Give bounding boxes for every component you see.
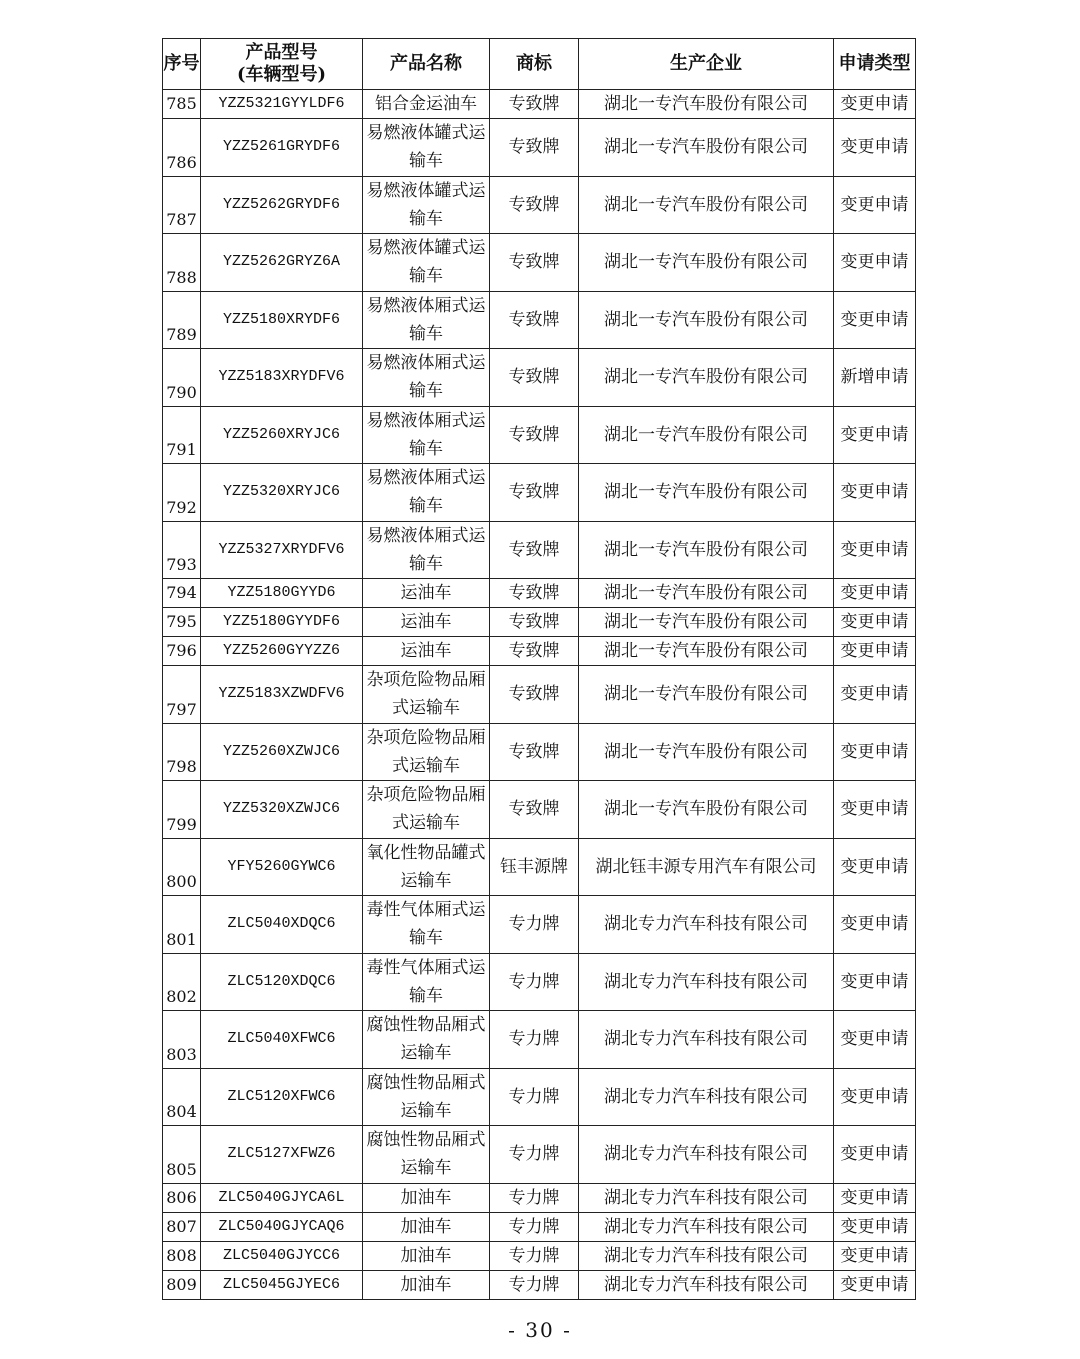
- table-row: [163, 291, 916, 349]
- cell-model: YZZ5320XRYJC6: [201, 464, 363, 522]
- cell-type: 变更申请: [834, 521, 916, 579]
- cell-name: 易燃液体厢式运输车: [363, 464, 490, 522]
- cell-type: 变更申请: [834, 608, 916, 637]
- cell-seq: 797: [163, 666, 201, 724]
- cell-brand: 专力牌: [490, 1183, 579, 1212]
- cell-name: 运油车: [363, 579, 490, 608]
- cell-model: ZLC5040XDQC6: [201, 896, 363, 954]
- cell-name: 杂项危险物品厢式运输车: [363, 723, 490, 781]
- header-type: 申请类型: [834, 39, 916, 90]
- cell-seq: 796: [163, 637, 201, 666]
- cell-name: 铝合金运油车: [363, 90, 490, 119]
- cell-name: 腐蚀性物品厢式运输车: [363, 1011, 490, 1069]
- cell-type: 变更申请: [834, 1270, 916, 1299]
- cell-model: ZLC5040GJYCC6: [201, 1241, 363, 1270]
- cell-seq: 808: [163, 1241, 201, 1270]
- cell-model: YZZ5183XRYDFV6: [201, 349, 363, 407]
- cell-name: 易燃液体罐式运输车: [363, 119, 490, 177]
- cell-seq: 786: [163, 119, 201, 177]
- cell-name: 杂项危险物品厢式运输车: [363, 781, 490, 839]
- cell-brand: 专致牌: [490, 176, 579, 234]
- header-model: [201, 39, 363, 90]
- cell-model: YZZ5260XRYJC6: [201, 406, 363, 464]
- page-number: - 30 -: [508, 1318, 572, 1342]
- cell-brand: 钰丰源牌: [490, 838, 579, 896]
- table-row: [163, 1241, 916, 1270]
- table-row: [163, 896, 916, 954]
- cell-name: 杂项危险物品厢式运输车: [363, 666, 490, 724]
- cell-seq: 793: [163, 521, 201, 579]
- cell-name: 运油车: [363, 608, 490, 637]
- cell-model: YZZ5320XZWJC6: [201, 781, 363, 839]
- cell-seq: 805: [163, 1126, 201, 1184]
- cell-company: 湖北专力汽车科技有限公司: [579, 896, 834, 954]
- cell-type: 变更申请: [834, 1183, 916, 1212]
- cell-seq: 795: [163, 608, 201, 637]
- table-row: [163, 1068, 916, 1126]
- cell-brand: 专致牌: [490, 119, 579, 177]
- cell-brand: 专致牌: [490, 781, 579, 839]
- table-row: [163, 90, 916, 119]
- cell-brand: 专致牌: [490, 637, 579, 666]
- cell-name: 易燃液体厢式运输车: [363, 406, 490, 464]
- cell-brand: 专力牌: [490, 1241, 579, 1270]
- table-row: [163, 666, 916, 724]
- cell-seq: 788: [163, 234, 201, 292]
- cell-company: 湖北一专汽车股份有限公司: [579, 406, 834, 464]
- table-row: [163, 953, 916, 1011]
- cell-seq: 790: [163, 349, 201, 407]
- cell-name: 毒性气体厢式运输车: [363, 896, 490, 954]
- vehicle-product-table: [162, 38, 916, 1300]
- cell-brand: 专致牌: [490, 291, 579, 349]
- table-row: [163, 1011, 916, 1069]
- header-brand: 商标: [490, 39, 579, 90]
- cell-model: ZLC5045GJYEC6: [201, 1270, 363, 1299]
- table-header: [163, 39, 916, 90]
- cell-seq: 798: [163, 723, 201, 781]
- cell-company: 湖北一专汽车股份有限公司: [579, 781, 834, 839]
- table-row: [163, 637, 916, 666]
- cell-company: 湖北专力汽车科技有限公司: [579, 1270, 834, 1299]
- cell-model: YZZ5260XZWJC6: [201, 723, 363, 781]
- cell-brand: 专力牌: [490, 896, 579, 954]
- cell-type: 变更申请: [834, 234, 916, 292]
- cell-name: 运油车: [363, 637, 490, 666]
- cell-seq: 806: [163, 1183, 201, 1212]
- cell-type: 变更申请: [834, 579, 916, 608]
- cell-model: YZZ5180XRYDF6: [201, 291, 363, 349]
- cell-type: 变更申请: [834, 176, 916, 234]
- cell-type: 变更申请: [834, 1068, 916, 1126]
- cell-name: 毒性气体厢式运输车: [363, 953, 490, 1011]
- cell-model: ZLC5127XFWZ6: [201, 1126, 363, 1184]
- cell-seq: 791: [163, 406, 201, 464]
- cell-name: 加油车: [363, 1212, 490, 1241]
- table-row: [163, 723, 916, 781]
- cell-seq: 809: [163, 1270, 201, 1299]
- cell-brand: 专致牌: [490, 521, 579, 579]
- cell-brand: 专力牌: [490, 1212, 579, 1241]
- cell-seq: 802: [163, 953, 201, 1011]
- cell-model: ZLC5040GJYCAQ6: [201, 1212, 363, 1241]
- table-row: [163, 1212, 916, 1241]
- cell-company: 湖北一专汽车股份有限公司: [579, 90, 834, 119]
- cell-name: 易燃液体罐式运输车: [363, 176, 490, 234]
- cell-model: YZZ5327XRYDFV6: [201, 521, 363, 579]
- cell-type: 变更申请: [834, 406, 916, 464]
- cell-company: 湖北专力汽车科技有限公司: [579, 953, 834, 1011]
- cell-company: 湖北专力汽车科技有限公司: [579, 1212, 834, 1241]
- cell-company: 湖北一专汽车股份有限公司: [579, 723, 834, 781]
- cell-company: 湖北一专汽车股份有限公司: [579, 234, 834, 292]
- cell-company: 湖北钰丰源专用汽车有限公司: [579, 838, 834, 896]
- cell-name: 加油车: [363, 1241, 490, 1270]
- cell-seq: 799: [163, 781, 201, 839]
- cell-name: 加油车: [363, 1183, 490, 1212]
- cell-seq: 800: [163, 838, 201, 896]
- cell-model: ZLC5120XFWC6: [201, 1068, 363, 1126]
- cell-company: 湖北一专汽车股份有限公司: [579, 464, 834, 522]
- cell-brand: 专力牌: [490, 1011, 579, 1069]
- cell-brand: 专致牌: [490, 464, 579, 522]
- table-row: [163, 349, 916, 407]
- header-model-line2: (车辆型号): [236, 64, 327, 85]
- cell-type: 变更申请: [834, 464, 916, 522]
- cell-model: ZLC5040GJYCA6L: [201, 1183, 363, 1212]
- cell-name: 氧化性物品罐式运输车: [363, 838, 490, 896]
- cell-type: 变更申请: [834, 896, 916, 954]
- cell-seq: 792: [163, 464, 201, 522]
- cell-type: 变更申请: [834, 1126, 916, 1184]
- cell-seq: 785: [163, 90, 201, 119]
- cell-company: 湖北一专汽车股份有限公司: [579, 637, 834, 666]
- table-row: [163, 1270, 916, 1299]
- cell-type: 变更申请: [834, 1241, 916, 1270]
- cell-brand: 专致牌: [490, 723, 579, 781]
- table-row: [163, 608, 916, 637]
- cell-brand: 专致牌: [490, 579, 579, 608]
- cell-name: 易燃液体罐式运输车: [363, 234, 490, 292]
- cell-model: YFY5260GYWC6: [201, 838, 363, 896]
- cell-type: 变更申请: [834, 723, 916, 781]
- cell-seq: 794: [163, 579, 201, 608]
- cell-name: 腐蚀性物品厢式运输车: [363, 1068, 490, 1126]
- header-name: 产品名称: [363, 39, 490, 90]
- cell-brand: 专致牌: [490, 234, 579, 292]
- cell-company: 湖北一专汽车股份有限公司: [579, 666, 834, 724]
- cell-model: YZZ5183XZWDFV6: [201, 666, 363, 724]
- cell-name: 易燃液体厢式运输车: [363, 349, 490, 407]
- table-row: [163, 781, 916, 839]
- cell-model: ZLC5040XFWC6: [201, 1011, 363, 1069]
- cell-type: 变更申请: [834, 1011, 916, 1069]
- cell-seq: 787: [163, 176, 201, 234]
- cell-company: 湖北一专汽车股份有限公司: [579, 608, 834, 637]
- cell-name: 易燃液体厢式运输车: [363, 291, 490, 349]
- cell-company: 湖北一专汽车股份有限公司: [579, 291, 834, 349]
- cell-model: YZZ5262GRYDF6: [201, 176, 363, 234]
- cell-model: YZZ5261GRYDF6: [201, 119, 363, 177]
- cell-model: YZZ5180GYYDF6: [201, 608, 363, 637]
- cell-name: 易燃液体厢式运输车: [363, 521, 490, 579]
- cell-type: 变更申请: [834, 781, 916, 839]
- cell-brand: 专力牌: [490, 1126, 579, 1184]
- table-row: [163, 406, 916, 464]
- cell-seq: 801: [163, 896, 201, 954]
- cell-brand: 专力牌: [490, 953, 579, 1011]
- cell-company: 湖北专力汽车科技有限公司: [579, 1011, 834, 1069]
- cell-seq: 807: [163, 1212, 201, 1241]
- header-model-line1: 产品型号: [245, 42, 318, 63]
- cell-name: 加油车: [363, 1270, 490, 1299]
- table-row: [163, 1126, 916, 1184]
- table-row: [163, 1183, 916, 1212]
- cell-company: 湖北一专汽车股份有限公司: [579, 119, 834, 177]
- table-row: [163, 464, 916, 522]
- cell-type: 变更申请: [834, 666, 916, 724]
- cell-type: 变更申请: [834, 291, 916, 349]
- table-row: [163, 119, 916, 177]
- cell-type: 变更申请: [834, 637, 916, 666]
- table-row: [163, 176, 916, 234]
- cell-brand: 专致牌: [490, 406, 579, 464]
- table-row: [163, 838, 916, 896]
- cell-company: 湖北一专汽车股份有限公司: [579, 579, 834, 608]
- cell-brand: 专致牌: [490, 349, 579, 407]
- cell-company: 湖北专力汽车科技有限公司: [579, 1183, 834, 1212]
- cell-company: 湖北专力汽车科技有限公司: [579, 1241, 834, 1270]
- cell-seq: 804: [163, 1068, 201, 1126]
- header-company: 生产企业: [579, 39, 834, 90]
- cell-brand: 专致牌: [490, 666, 579, 724]
- cell-type: 变更申请: [834, 838, 916, 896]
- cell-brand: 专力牌: [490, 1270, 579, 1299]
- table-body: [163, 90, 916, 1300]
- cell-type: 变更申请: [834, 953, 916, 1011]
- cell-name: 腐蚀性物品厢式运输车: [363, 1126, 490, 1184]
- cell-brand: 专致牌: [490, 608, 579, 637]
- cell-seq: 789: [163, 291, 201, 349]
- table-row: [163, 579, 916, 608]
- cell-type: 变更申请: [834, 119, 916, 177]
- cell-type: 变更申请: [834, 90, 916, 119]
- cell-model: YZZ5180GYYD6: [201, 579, 363, 608]
- cell-company: 湖北一专汽车股份有限公司: [579, 176, 834, 234]
- cell-brand: 专致牌: [490, 90, 579, 119]
- table-row: [163, 234, 916, 292]
- cell-brand: 专力牌: [490, 1068, 579, 1126]
- table-row: [163, 521, 916, 579]
- cell-type: 新增申请: [834, 349, 916, 407]
- cell-company: 湖北专力汽车科技有限公司: [579, 1126, 834, 1184]
- cell-company: 湖北一专汽车股份有限公司: [579, 349, 834, 407]
- cell-model: YZZ5260GYYZZ6: [201, 637, 363, 666]
- cell-type: 变更申请: [834, 1212, 916, 1241]
- cell-model: YZZ5262GRYZ6A: [201, 234, 363, 292]
- header-seq: 序号: [163, 39, 201, 90]
- cell-company: 湖北专力汽车科技有限公司: [579, 1068, 834, 1126]
- cell-company: 湖北一专汽车股份有限公司: [579, 521, 834, 579]
- cell-seq: 803: [163, 1011, 201, 1069]
- cell-model: YZZ5321GYYLDF6: [201, 90, 363, 119]
- cell-model: ZLC5120XDQC6: [201, 953, 363, 1011]
